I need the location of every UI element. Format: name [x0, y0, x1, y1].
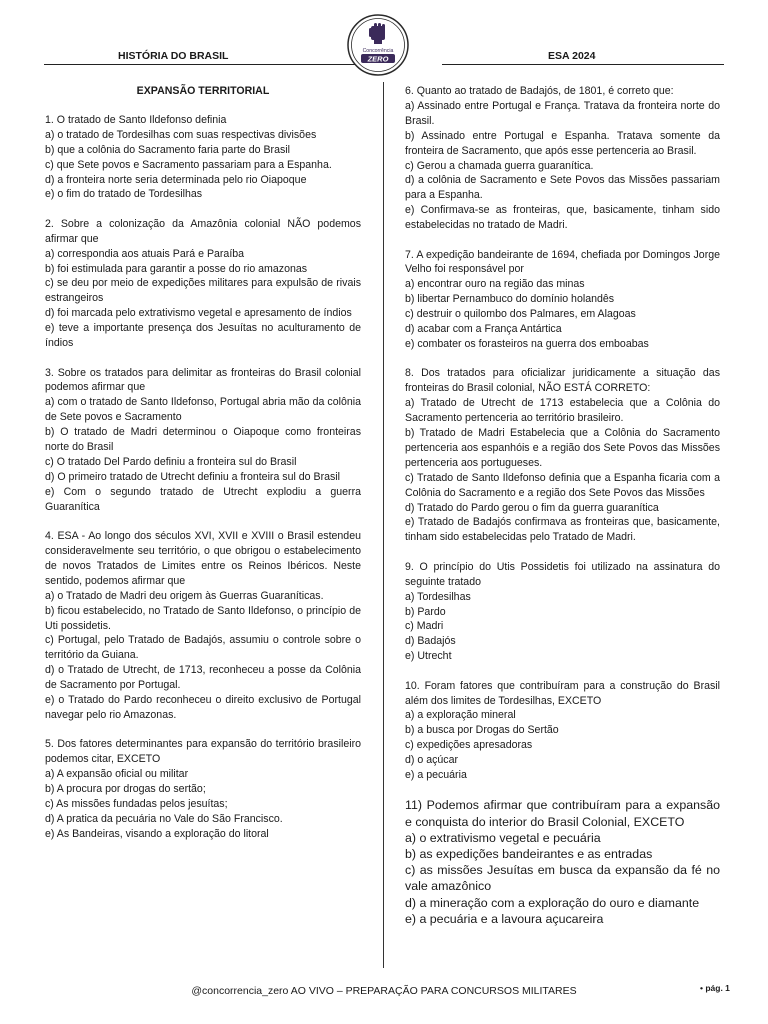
answer-option: b) as expedições bandeirantes e as entradas — [405, 847, 653, 862]
answer-option: d) a colônia de Sacramento e Sete Povos das Missões passariam para a Espanha. — [405, 174, 720, 202]
answer-option: d) foi marcada pelo extrativismo vegetal e apresamento de índios — [45, 307, 352, 320]
question-stem: 10. Foram fatores que contribuíram para a construção do Brasil além dos limites de Tordesilhas, EXCETO — [405, 679, 720, 707]
answer-option: b) Assinado entre Portugal e Espanha. Tratava somente da fronteira de Sacramento, que após esse pertenceria ao Brasil. — [405, 129, 720, 157]
footer-text: @concorrencia_zero AO VIVO – PREPARAÇÃO PARA CONCURSOS MILITARES — [191, 985, 577, 997]
subject-title: HISTÓRIA DO BRASIL — [118, 50, 229, 62]
question-stem: 7. A expedição bandeirante de 1694, chefiada por Domingos Jorge Velho foi responsável por — [405, 248, 720, 276]
logo-text-top: Concorrência — [362, 48, 394, 54]
question-stem: 4. ESA - Ao longo dos séculos XVI, XVII e XVIII o Brasil estendeu consideravelmente seu território, o que obrigou o estabelecimento de novos Tratados de Limites entre os Reinos Ibéricos. Neste sentido, podemos afirmar que — [45, 530, 361, 587]
answer-option: a) Tratado de Utrecht de 1713 estabelecia que a Colônia do Sacramento pertenceria ao território brasileiro. — [405, 397, 720, 425]
answer-option: d) a mineração com a exploração do ouro e diamante — [405, 895, 700, 910]
left-column — [45, 84, 361, 856]
answer-option: e) As Bandeiras, visando a exploração do litoral — [45, 827, 269, 840]
column-divider — [383, 82, 384, 968]
question-block — [405, 366, 720, 545]
answer-option: a) correspondia aos atuais Pará e Paraíba — [45, 247, 245, 260]
question-stem: 8. Dos tratados para oficializar juridicamente a situação das fronteiras do Brasil colonial, NÃO ESTÁ CORRETO: — [405, 367, 720, 395]
answer-option: c) Madri — [405, 620, 444, 633]
brand-logo — [347, 14, 409, 76]
answer-option: e) Com o segundo tratado de Utrecht explodiu a guerra Guaranítica — [45, 485, 361, 513]
answer-option: c) As missões fundadas pelos jesuítas; — [45, 797, 228, 810]
answer-option: a) Assinado entre Portugal e França. Tratava da fronteira norte do Brasil. — [405, 99, 720, 127]
question-block — [405, 560, 720, 664]
answer-option: a) o extrativismo vegetal e pecuária — [405, 830, 601, 845]
answer-option: d) a fronteira norte seria determinada pelo rio Oiapoque — [45, 173, 307, 186]
answer-option: b) foi estimulada para garantir a posse do rio amazonas — [45, 262, 308, 275]
answer-option: b) ficou estabelecido, no Tratado de Santo Ildefonso, o princípio de Uti possidetis. — [45, 604, 361, 632]
answer-option: a) com o tratado de Santo Ildefonso, Portugal abria mão da colônia de Sete povos e Sacramento — [45, 396, 361, 424]
answer-option: c) Gerou a chamada guerra guaranítica. — [405, 159, 594, 172]
answer-option: b) Tratado de Madri Estabelecia que a Colônia do Sacramento pertenceria aos espanhóis e a região dos Sete Povos das Missões pertenceria aos portugueses. — [405, 427, 720, 469]
answer-option: a) a exploração mineral — [405, 709, 516, 722]
answer-option: b) Pardo — [405, 605, 446, 618]
answer-option: b) a busca por Drogas do Sertão — [405, 724, 559, 737]
right-column — [405, 84, 720, 942]
answer-option: b) O tratado de Madri determinou o Oiapoque como fronteiras norte do Brasil — [45, 426, 361, 454]
question-stem: 2. Sobre a colonização da Amazônia colonial NÃO podemos afirmar que — [45, 217, 361, 245]
question-stem: 9. O princípio do Utis Possidetis foi utilizado na assinatura do seguinte tratado — [405, 560, 720, 588]
page-number: • pág. 1 — [700, 983, 730, 993]
answer-option: c) expedições apresadoras — [405, 739, 533, 752]
section-title: EXPANSÃO TERRITORIAL — [136, 85, 270, 97]
question-block — [405, 248, 720, 352]
question-block — [45, 529, 361, 723]
question-block — [405, 797, 720, 927]
question-stem: 1. O tratado de Santo Ildefonso definia — [45, 113, 227, 126]
exam-title: ESA 2024 — [548, 50, 596, 62]
header-rule-right — [442, 64, 724, 65]
answer-option: e) a pecuária — [405, 769, 467, 782]
answer-option: c) as missões Jesuítas em busca da expansão da fé no vale amazônico — [405, 863, 720, 894]
answer-option: a) Tordesilhas — [405, 590, 471, 603]
answer-option: a) o tratado de Tordesilhas com suas respectivas divisões — [45, 128, 317, 141]
answer-option: e) o Tratado do Pardo reconheceu o direito exclusivo de Portugal navegar pelo rio Amazonas. — [45, 694, 361, 721]
left-question-list — [45, 113, 361, 842]
answer-option: e) Utrecht — [405, 650, 452, 663]
question-stem: 3. Sobre os tratados para delimitar as fronteiras do Brasil colonial podemos afirmar que — [45, 366, 361, 394]
answer-option: c) que Sete povos e Sacramento passariam para a Espanha. — [45, 158, 332, 171]
answer-option: e) o fim do tratado de Tordesilhas — [45, 188, 203, 201]
question-block — [405, 84, 720, 233]
logo-text-main: ZERO — [367, 54, 389, 64]
answer-option: b) que a colônia do Sacramento faria parte do Brasil — [45, 143, 290, 156]
answer-option: e) Tratado de Badajós confirmava as fronteiras que, basicamente, tinham sido estabelecidas pelo Tratado de Madri. — [405, 516, 720, 544]
answer-option: e) teve a importante presença dos Jesuítas no aculturamento de índios — [45, 322, 361, 350]
answer-option: b) A procura por drogas do sertão; — [45, 783, 206, 796]
question-stem: 6. Quanto ao tratado de Badajós, de 1801, é correto que: — [405, 85, 674, 97]
question-block — [45, 217, 361, 351]
answer-option: a) o Tratado de Madri deu origem às Guerras Guaraníticas. — [45, 589, 324, 602]
answer-option: e) a pecuária e a lavoura açucareira — [405, 911, 604, 926]
answer-option: e) Confirmava-se as fronteiras, que, basicamente, tinham sido estabelecidas no tratado de Madri. — [405, 204, 720, 232]
answer-option: d) o Tratado de Utrecht, de 1713, reconheceu a posse da Colônia de Sacramento por Portugal. — [45, 664, 361, 692]
right-question-list — [405, 84, 720, 927]
answer-option: d) A pratica da pecuária no Vale do São Francisco. — [45, 812, 283, 825]
question-block — [45, 366, 361, 515]
answer-option: c) Portugal, pelo Tratado de Badajós, assumiu o controle sobre o território da Guiana. — [45, 634, 361, 662]
question-block — [405, 679, 720, 783]
question-block — [45, 737, 361, 841]
answer-option: c) Tratado de Santo Ildefonso definia que a Espanha ficaria com a Colônia do Sacramento e a região dos Sete Povos das Missões — [405, 471, 720, 499]
answer-option: a) A expansão oficial ou militar — [45, 768, 189, 781]
answer-option: c) destruir o quilombo dos Palmares, em Alagoas — [405, 308, 636, 321]
answer-option: d) O primeiro tratado de Utrecht definiu a fronteira sul do Brasil — [45, 470, 340, 483]
answer-option: c) O tratado Del Pardo definiu a fronteira sul do Brasil — [45, 455, 297, 468]
answer-option: c) se deu por meio de expedições militares para expulsão de rivais estrangeiros — [45, 277, 361, 305]
header-rule-left — [44, 64, 356, 65]
answer-option: b) libertar Pernambuco do domínio holandês — [405, 293, 615, 306]
question-stem: 5. Dos fatores determinantes para expansão do território brasileiro podemos citar, EXCETO — [45, 738, 361, 766]
answer-option: d) Tratado do Pardo gerou o fim da guerra guaranítica — [405, 501, 659, 514]
answer-option: d) Badajós — [405, 635, 456, 648]
question-block — [45, 113, 361, 202]
answer-option: a) encontrar ouro na região das minas — [405, 278, 585, 291]
answer-option: e) combater os forasteiros na guerra dos emboabas — [405, 338, 649, 350]
answer-option: d) o açúcar — [405, 754, 458, 767]
answer-option: d) acabar com a França Antártica — [405, 323, 562, 336]
question-stem: 11) Podemos afirmar que contribuíram para a expansão e conquista do interior do Brasil Colonial, EXCETO — [405, 798, 720, 829]
